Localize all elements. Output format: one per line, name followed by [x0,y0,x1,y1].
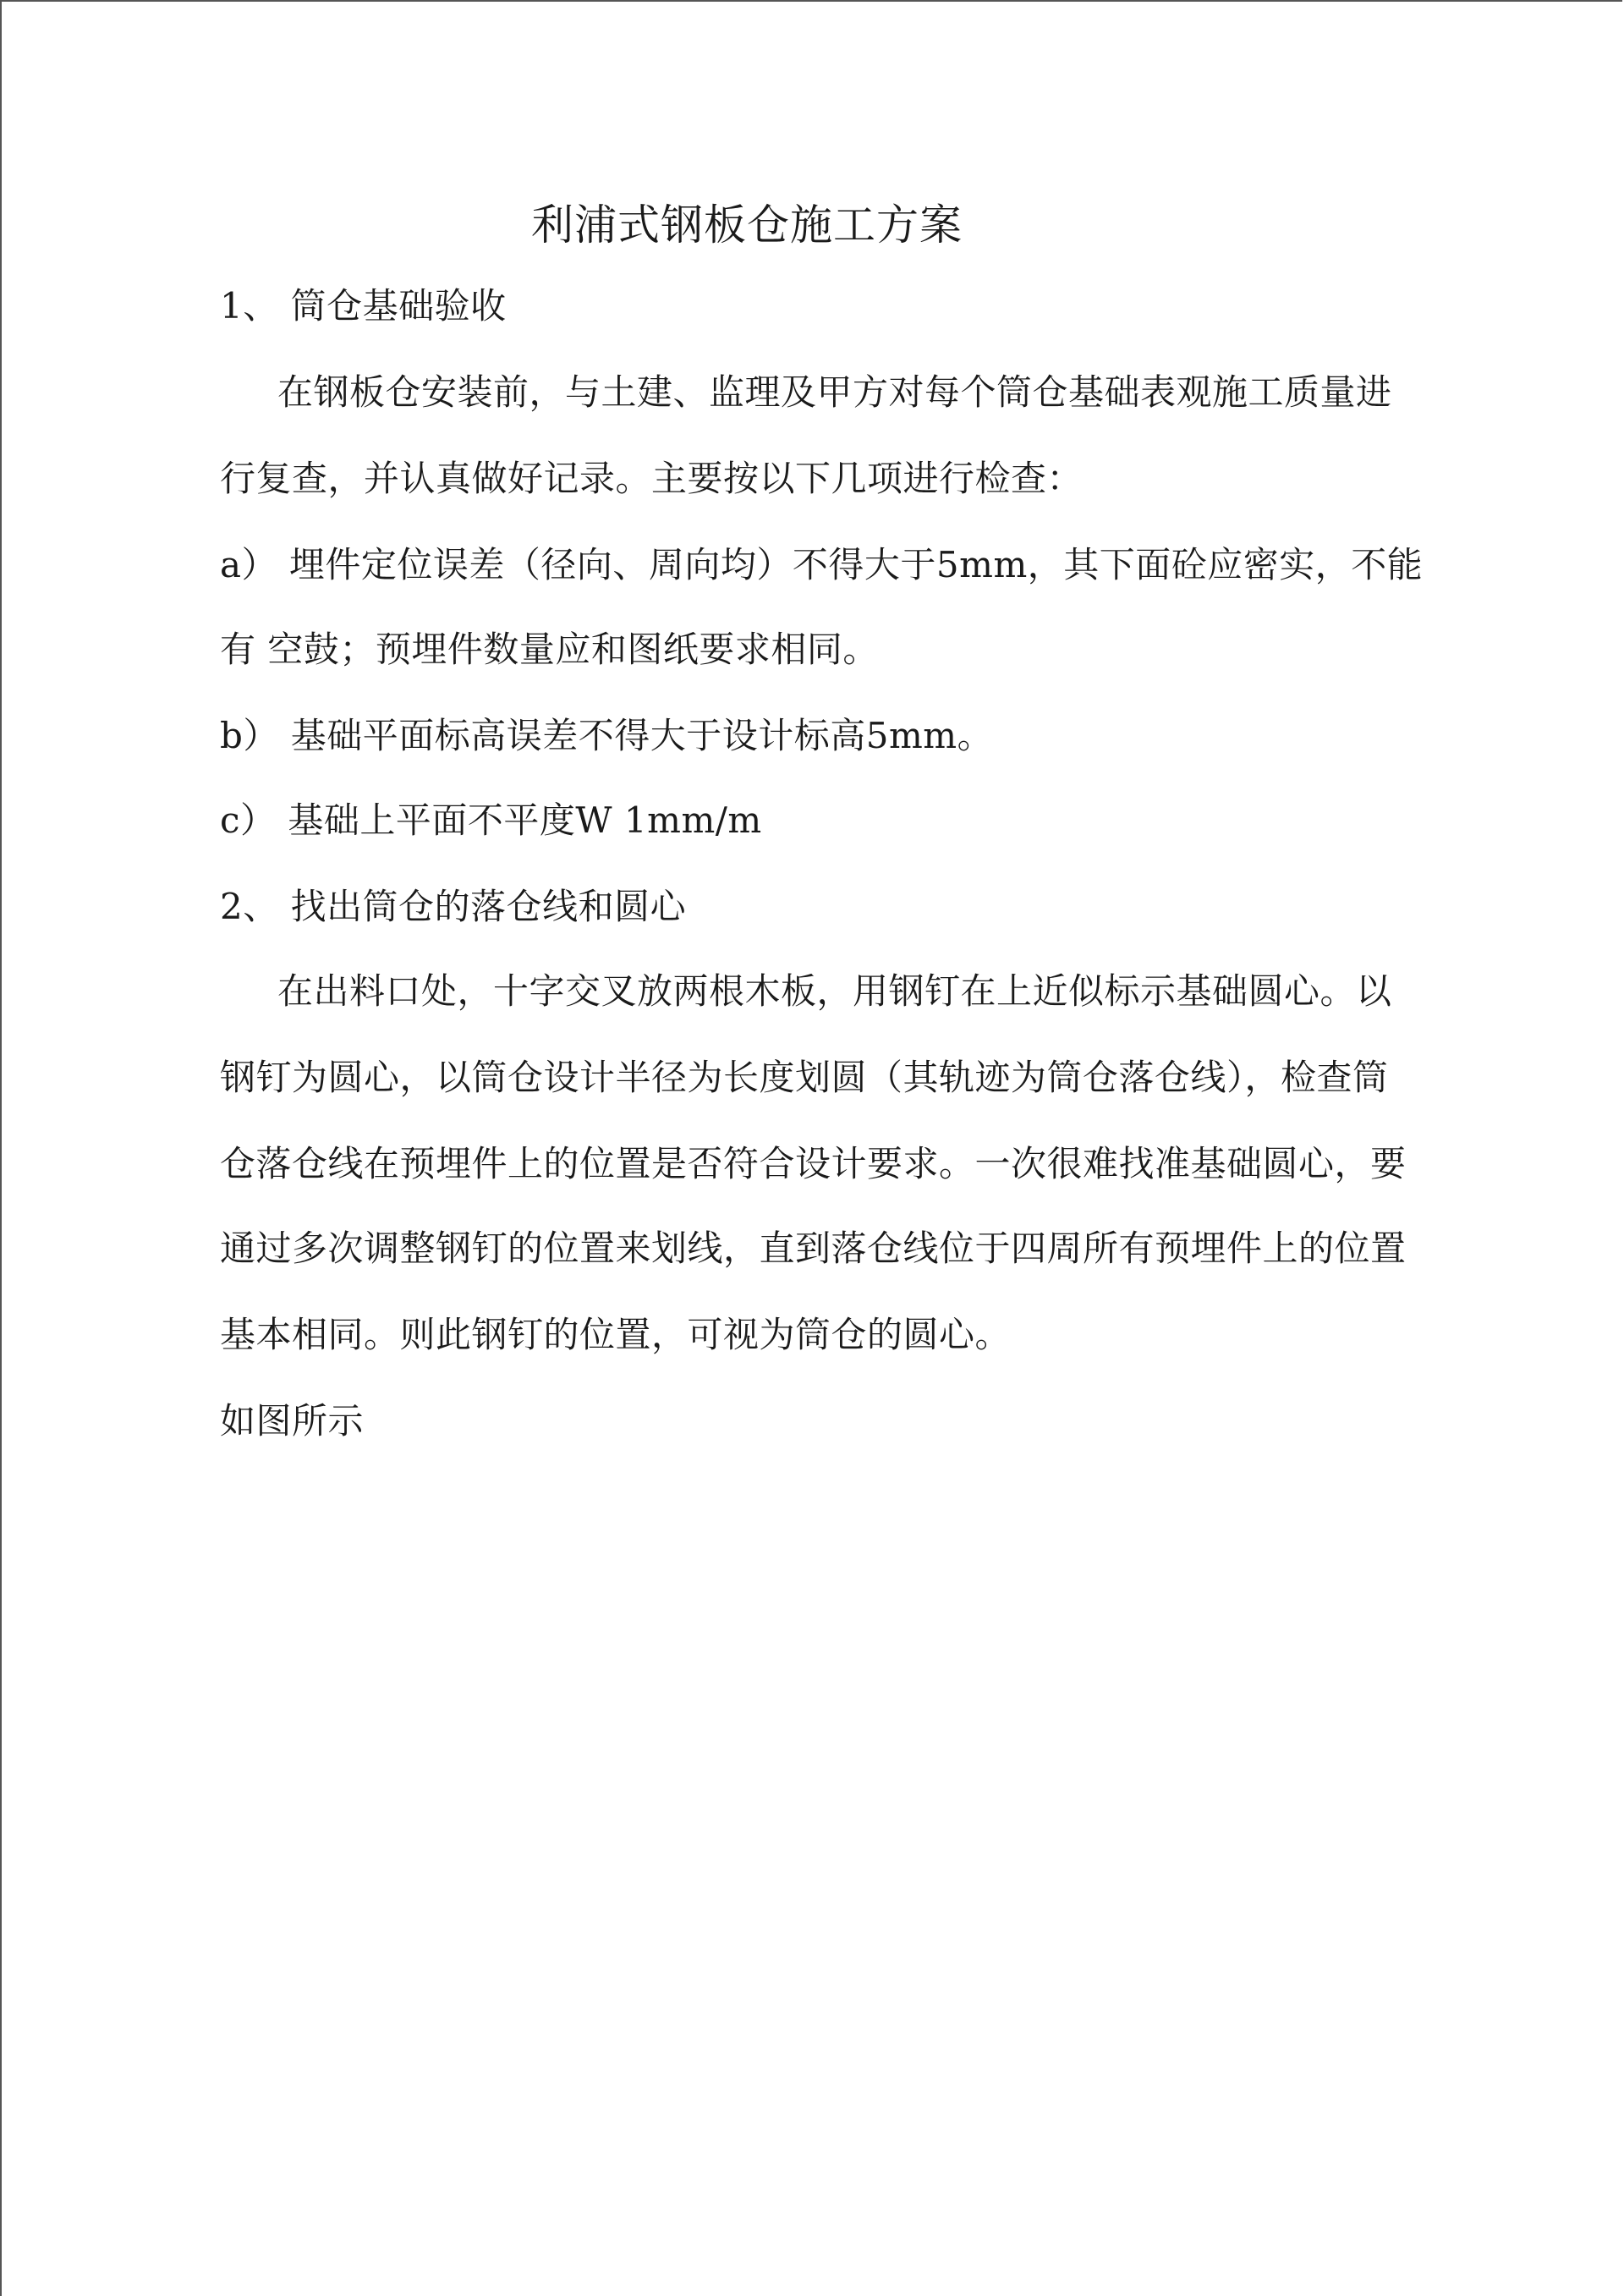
paragraph-line: 在钢板仓安装前，与土建、监理及甲方对每个筒仓基础表观施工质量进 [277,371,1392,413]
list-item-b: b） 基础平面标高误差不得大于设计标高5mm。 [220,715,994,756]
paragraph-line: 钢钉为圆心，以筒仓设计半径为长度划圆（其轨迹为筒仓落仓线），检查筒 [220,1057,1389,1098]
list-item-a: a） 埋件定位误差（径向、周向均）不得大于5mm，其下面砼应密实，不能 [220,544,1424,585]
figure-caption: 如图所示 [220,1400,365,1442]
paragraph-line: 基本相同。则此钢钉的位置，可视为筒仓的圆心。 [220,1314,1012,1355]
section-heading-1: 1、 筒仓基础验收 [220,285,507,327]
list-item-a-continued: 有 空鼓；预埋件数量应和图纸要求相同。 [220,629,879,670]
paragraph-line: 仓落仓线在预埋件上的位置是否符合设计要求。一次很难找准基础圆心，要 [220,1143,1407,1184]
section-heading-2: 2、 找出筒仓的落仓线和圆心 [220,886,687,927]
paragraph-line: 通过多次调整钢钉的位置来划线，直到落仓线位于四周所有预埋件上的位置 [220,1228,1407,1269]
paragraph-line: 行复查，并认真做好记录。主要按以下几项进行检查： [220,458,1084,499]
document-title: 利浦式钢板仓施工方案 [531,200,963,250]
list-item-c: c） 基础上平面不平度W 1mm/m [220,799,762,841]
paragraph-line: 在出料口处，十字交叉放两根木板，用钢钉在上近似标示基础圆心。以 [277,970,1392,1012]
